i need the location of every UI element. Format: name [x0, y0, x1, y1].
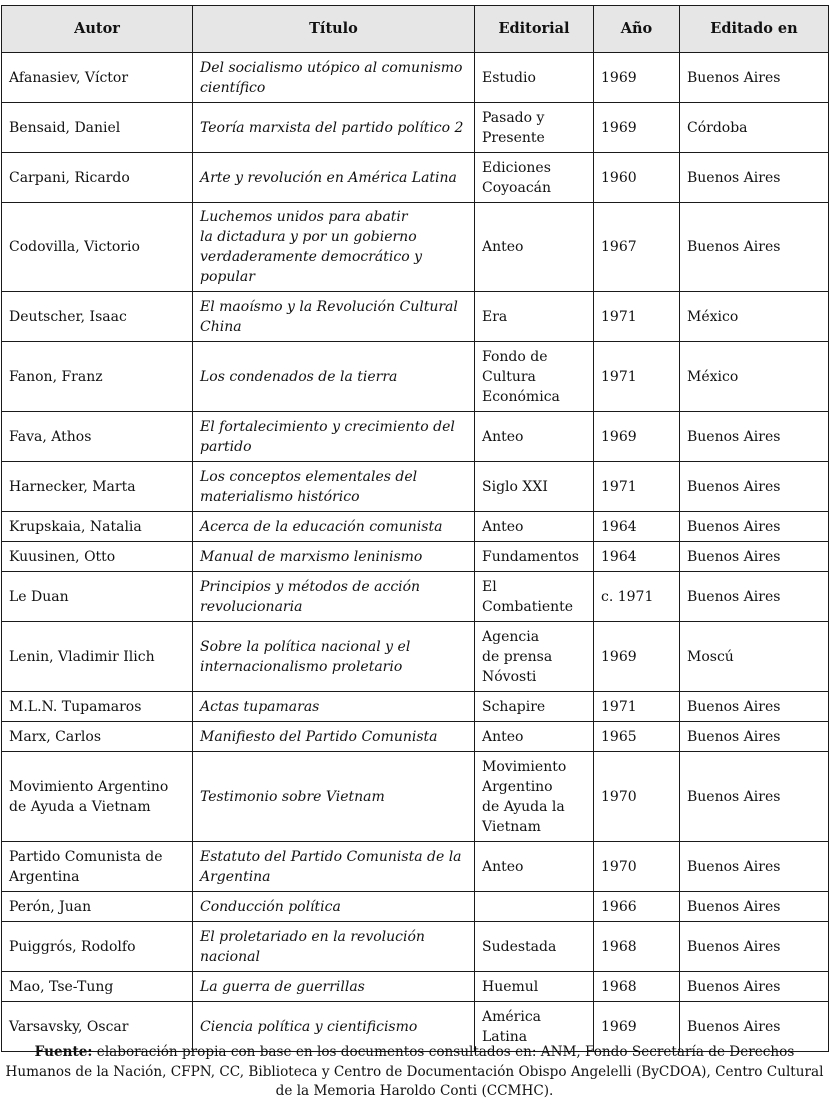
- table-row: [2, 53, 829, 103]
- cell-editorial: Agencia de prensa Nóvosti: [475, 622, 594, 692]
- bibliography-table: [1, 5, 829, 1052]
- cell-editado-en: Moscú: [680, 622, 829, 692]
- cell-anio: 1969: [594, 53, 680, 103]
- cell-titulo: Manifiesto del Partido Comunista: [193, 722, 475, 752]
- cell-editorial: Fondo de Cultura Económica: [475, 342, 594, 412]
- cell-autor: Carpani, Ricardo: [2, 153, 193, 203]
- cell-autor: Varsavsky, Oscar: [2, 1002, 193, 1052]
- cell-anio: 1966: [594, 892, 680, 922]
- table-row: [2, 292, 829, 342]
- cell-titulo: Del socialismo utópico al comunismo científico: [193, 53, 475, 103]
- cell-editado-en: Buenos Aires: [680, 722, 829, 752]
- cell-autor: M.L.N. Tupamaros: [2, 692, 193, 722]
- cell-anio: c. 1971: [594, 572, 680, 622]
- cell-titulo: El maoísmo y la Revolución Cultural China: [193, 292, 475, 342]
- table-row: [2, 752, 829, 842]
- cell-editorial: Anteo: [475, 842, 594, 892]
- header-editorial: Editorial: [475, 6, 594, 53]
- table-row: [2, 342, 829, 412]
- cell-autor: Partido Comunista de Argentina: [2, 842, 193, 892]
- cell-autor: Kuusinen, Otto: [2, 542, 193, 572]
- cell-anio: 1971: [594, 692, 680, 722]
- cell-editorial: Pasado y Presente: [475, 103, 594, 153]
- cell-editorial: América Latina: [475, 1002, 594, 1052]
- cell-autor: Fava, Athos: [2, 412, 193, 462]
- source-note: [4, 1043, 825, 1102]
- cell-editado-en: Buenos Aires: [680, 462, 829, 512]
- table-row: [2, 692, 829, 722]
- cell-anio: 1969: [594, 1002, 680, 1052]
- table-header-row: [2, 6, 829, 53]
- cell-anio: 1969: [594, 103, 680, 153]
- cell-editorial: Siglo XXI: [475, 462, 594, 512]
- cell-anio: 1965: [594, 722, 680, 752]
- cell-anio: 1969: [594, 622, 680, 692]
- table-row: [2, 412, 829, 462]
- cell-editado-en: Buenos Aires: [680, 53, 829, 103]
- cell-anio: 1960: [594, 153, 680, 203]
- cell-autor: Marx, Carlos: [2, 722, 193, 752]
- cell-editado-en: Córdoba: [680, 103, 829, 153]
- table-row: [2, 103, 829, 153]
- cell-editorial: Anteo: [475, 203, 594, 292]
- cell-titulo: Principios y métodos de acción revolucionaria: [193, 572, 475, 622]
- cell-anio: 1968: [594, 922, 680, 972]
- cell-anio: 1971: [594, 342, 680, 412]
- cell-editorial: Movimiento Argentino de Ayuda la Vietnam: [475, 752, 594, 842]
- cell-editorial: Anteo: [475, 412, 594, 462]
- cell-anio: 1971: [594, 462, 680, 512]
- cell-editado-en: Buenos Aires: [680, 542, 829, 572]
- cell-titulo: Sobre la política nacional y el internacionalismo proletario: [193, 622, 475, 692]
- table-row: [2, 572, 829, 622]
- cell-anio: 1970: [594, 752, 680, 842]
- cell-editado-en: Buenos Aires: [680, 153, 829, 203]
- table-row: [2, 842, 829, 892]
- cell-editado-en: Buenos Aires: [680, 1002, 829, 1052]
- cell-editado-en: Buenos Aires: [680, 842, 829, 892]
- cell-editorial: Huemul: [475, 972, 594, 1002]
- cell-editado-en: Buenos Aires: [680, 922, 829, 972]
- cell-autor: Perón, Juan: [2, 892, 193, 922]
- table-row: [2, 153, 829, 203]
- cell-editorial: Anteo: [475, 512, 594, 542]
- cell-editado-en: Buenos Aires: [680, 692, 829, 722]
- cell-autor: Movimiento Argentino de Ayuda a Vietnam: [2, 752, 193, 842]
- cell-editado-en: Buenos Aires: [680, 572, 829, 622]
- cell-titulo: Conducción política: [193, 892, 475, 922]
- cell-anio: 1971: [594, 292, 680, 342]
- cell-editado-en: México: [680, 342, 829, 412]
- cell-autor: Codovilla, Victorio: [2, 203, 193, 292]
- table-row: [2, 892, 829, 922]
- table-row: [2, 512, 829, 542]
- cell-autor: Fanon, Franz: [2, 342, 193, 412]
- cell-titulo: Los condenados de la tierra: [193, 342, 475, 412]
- cell-autor: Le Duan: [2, 572, 193, 622]
- table-row: [2, 203, 829, 292]
- cell-editado-en: Buenos Aires: [680, 412, 829, 462]
- cell-editado-en: Buenos Aires: [680, 203, 829, 292]
- header-editado-en: Editado en: [680, 6, 829, 53]
- cell-autor: Mao, Tse-Tung: [2, 972, 193, 1002]
- cell-autor: Harnecker, Marta: [2, 462, 193, 512]
- cell-autor: Puiggrós, Rodolfo: [2, 922, 193, 972]
- cell-editorial: Sudestada: [475, 922, 594, 972]
- header-autor: Autor: [2, 6, 193, 53]
- header-anio: Año: [594, 6, 680, 53]
- cell-editado-en: Buenos Aires: [680, 892, 829, 922]
- cell-titulo: Los conceptos elementales del materialismo histórico: [193, 462, 475, 512]
- cell-titulo: El proletariado en la revolución nacional: [193, 922, 475, 972]
- cell-editorial: Fundamentos: [475, 542, 594, 572]
- source-text: elaboración propia con base en los documentos consultados en: ANM, Fondo Secretaría de Derechos Humanos de la Nación, CFPN, CC, Biblioteca y Centro de Documentación Obispo Angelelli (ByCDOA), Centro Cultural de la Memoria Haroldo Conti (CCMHC).: [5, 1044, 824, 1099]
- cell-editorial: Era: [475, 292, 594, 342]
- table-row: [2, 972, 829, 1002]
- cell-autor: Krupskaia, Natalia: [2, 512, 193, 542]
- cell-editorial: Ediciones Coyoacán: [475, 153, 594, 203]
- cell-titulo: Teoría marxista del partido político 2: [193, 103, 475, 153]
- cell-editado-en: Buenos Aires: [680, 972, 829, 1002]
- table-row: [2, 622, 829, 692]
- table-row: [2, 722, 829, 752]
- cell-editado-en: Buenos Aires: [680, 752, 829, 842]
- cell-editorial: El Combatiente: [475, 572, 594, 622]
- cell-anio: 1969: [594, 412, 680, 462]
- cell-anio: 1967: [594, 203, 680, 292]
- cell-anio: 1968: [594, 972, 680, 1002]
- source-label: Fuente:: [34, 1044, 93, 1060]
- cell-editorial: Estudio: [475, 53, 594, 103]
- cell-autor: Deutscher, Isaac: [2, 292, 193, 342]
- header-titulo: Título: [193, 6, 475, 53]
- cell-titulo: Acerca de la educación comunista: [193, 512, 475, 542]
- cell-anio: 1970: [594, 842, 680, 892]
- cell-editado-en: Buenos Aires: [680, 512, 829, 542]
- cell-titulo: Luchemos unidos para abatir la dictadura y por un gobierno verdaderamente democrático y popular: [193, 203, 475, 292]
- table-row: [2, 542, 829, 572]
- cell-editorial: Schapire: [475, 692, 594, 722]
- cell-titulo: Arte y revolución en América Latina: [193, 153, 475, 203]
- cell-editado-en: México: [680, 292, 829, 342]
- cell-anio: 1964: [594, 512, 680, 542]
- cell-editorial: Anteo: [475, 722, 594, 752]
- cell-titulo: Estatuto del Partido Comunista de la Argentina: [193, 842, 475, 892]
- cell-editorial: [475, 892, 594, 922]
- cell-titulo: La guerra de guerrillas: [193, 972, 475, 1002]
- cell-titulo: El fortalecimiento y crecimiento del partido: [193, 412, 475, 462]
- cell-titulo: Ciencia política y cientificismo: [193, 1002, 475, 1052]
- cell-autor: Bensaid, Daniel: [2, 103, 193, 153]
- cell-anio: 1964: [594, 542, 680, 572]
- table-body: [2, 53, 829, 1052]
- table-row: [2, 922, 829, 972]
- cell-titulo: Manual de marxismo leninismo: [193, 542, 475, 572]
- cell-autor: Afanasiev, Víctor: [2, 53, 193, 103]
- cell-titulo: Testimonio sobre Vietnam: [193, 752, 475, 842]
- cell-titulo: Actas tupamaras: [193, 692, 475, 722]
- table-row: [2, 462, 829, 512]
- cell-autor: Lenin, Vladimir Ilich: [2, 622, 193, 692]
